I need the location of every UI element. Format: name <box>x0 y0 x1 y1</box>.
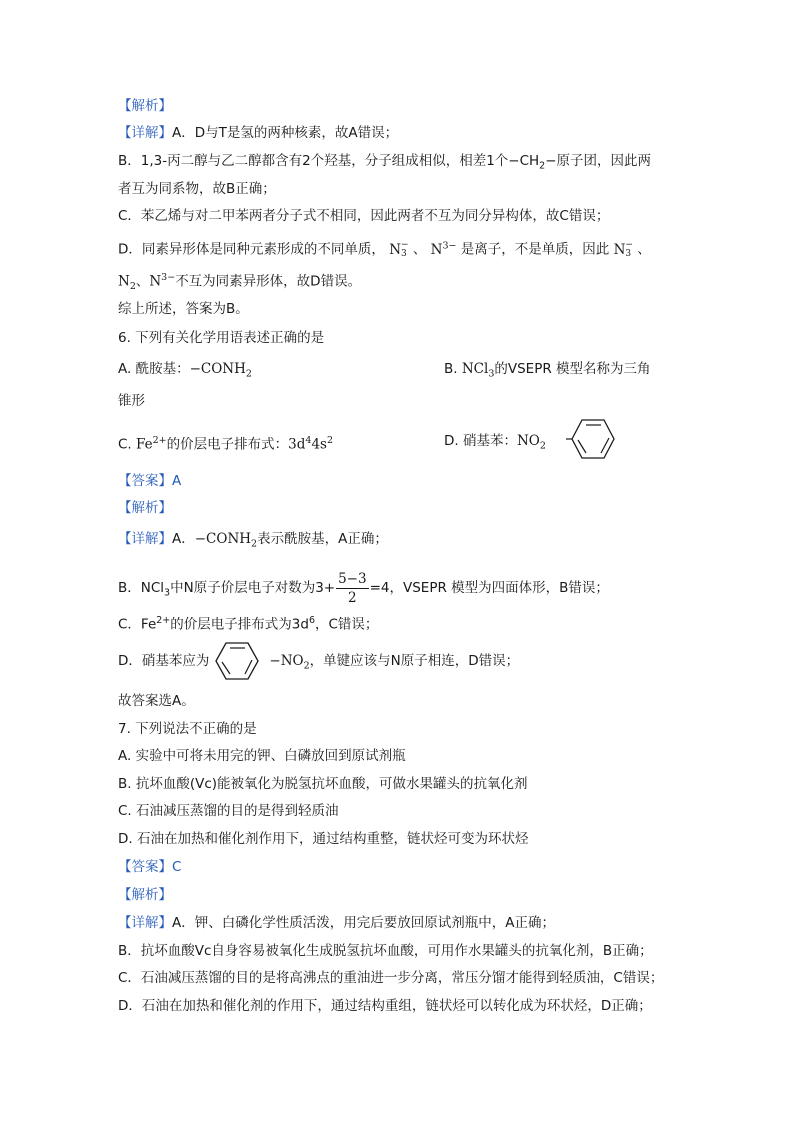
nitride-charge-2: 3− <box>161 272 176 283</box>
q7-exp-d: D．石油在加热和催化剂的作用下，通过结构重组，链状烃可以转化成为环状烃，D正确； <box>118 998 652 1014</box>
separator: 、 <box>412 241 427 258</box>
q7-answer: 【答案】C <box>118 859 182 875</box>
separator-end: 、 <box>637 241 651 258</box>
n2-subscript: 2 <box>129 281 136 293</box>
q7-jiexi: 【解析】 <box>118 887 172 903</box>
explanation-c: C．苯乙烯与对二甲苯两者分子式不相同，因此两者不互为同分异构体，故C错误； <box>118 208 610 224</box>
exp-d-no2-sub: 2 <box>303 660 310 672</box>
q6-exp-b-sub: 3 <box>164 587 171 599</box>
ncl3-subscript: 3 <box>488 368 495 380</box>
q6-option-a <box>118 359 252 385</box>
q6-option-c-text: 的价层电子排布式： <box>166 436 289 453</box>
q6-conclusion: 故答案选A。 <box>118 693 195 709</box>
q6-exp-c-tail: ，C错误； <box>315 616 379 633</box>
explanation-d-middle: 是离子，不是单质，因此 <box>460 241 610 258</box>
explanation-d <box>118 236 651 260</box>
q6-option-b-text: 的VSEPR 模型名称为三角 <box>494 361 651 377</box>
explanation-d-tail: 不互为同素异形体，故D错误。 <box>175 273 362 290</box>
explanation-d-text: D．同素异形体是同种元素形成的不同单质， <box>118 241 385 258</box>
q6-exp-d-pre: D．硝基苯应为 <box>118 653 210 669</box>
amide-subscript: 2 <box>245 368 252 380</box>
q6-xiangjie-tag: 【详解】 <box>118 531 172 547</box>
q6-option-c-label: C. <box>118 436 137 453</box>
n2-molecule: N <box>118 273 130 290</box>
q6-answer: 【答案】A <box>118 473 182 489</box>
q6-option-a-label: A. 酰胺基： <box>118 361 190 377</box>
jiexi-heading: 【解析】 <box>118 98 172 114</box>
azide-n: N <box>389 241 402 258</box>
q6-exp-c-sup2: 6 <box>308 615 315 626</box>
nitride-charge: 3− <box>442 240 457 251</box>
azide-n-2: N <box>613 241 626 258</box>
q7-exp-c: C．石油减压蒸馏的目的是将高沸点的重油进一步分离，常压分馏才能得到轻质油，C错误； <box>118 970 664 986</box>
explanation-b-tail: −原子团，因此两 <box>545 153 652 169</box>
q6-exp-c <box>118 611 378 635</box>
fe-charge: 2+ <box>152 435 167 446</box>
separator-2: 、 <box>135 273 150 290</box>
amide-formula: −CONH <box>189 361 246 377</box>
q7-option-d: D. 石油在加热和催化剂作用下，通过结构重整，链状烃可变为环状烃 <box>118 831 529 847</box>
q7-exp-b: B．抗坏血酸Vc自身容易被氧化生成脱氢抗坏血酸，可用作水果罐头的抗氧化剂，B正确； <box>118 943 653 959</box>
q6-exp-b-pre: B．NCl <box>118 580 165 596</box>
explanation-b-text: B．1,3-丙二醇与乙二醇都含有2个羟基，分子组成相似，相差1个−CH <box>118 153 540 169</box>
q6-exp-c-sup: 2+ <box>156 615 171 626</box>
nitride-n: N <box>430 241 443 258</box>
config-3d: 3d <box>288 436 306 453</box>
q6-exp-a <box>118 529 388 555</box>
q6-option-b-label: B. <box>444 361 462 377</box>
ch2-subscript: 2 <box>539 160 546 172</box>
q7-option-a: A. 实验中可将未用完的钾、白磷放回到原试剂瓶 <box>118 748 406 764</box>
explanation-b-cont: 者互为同系物，故B正确； <box>118 181 276 197</box>
q6-jiexi: 【解析】 <box>118 500 172 516</box>
nitride-ion <box>431 242 457 258</box>
q6-exp-d-tail: ，单键应该与N原子相连，D错误； <box>309 653 520 669</box>
q7-exp-a <box>118 913 555 933</box>
config-4s-exp: 2 <box>326 435 334 446</box>
option-d-no2: NO <box>516 433 540 449</box>
q6-exp-b <box>118 566 609 616</box>
azide-sub: 3 <box>401 249 407 259</box>
q6-option-d-label: D. 硝基苯： <box>444 433 517 449</box>
question-6-stem: 6. 下列有关化学用语表述正确的是 <box>118 330 325 346</box>
azide-sub-2: 3 <box>625 249 632 259</box>
azide-charge: − <box>401 240 409 250</box>
q7-exp-a-text: A．钾、白磷化学性质活泼，用完后要放回原试剂瓶中，A正确； <box>172 915 555 931</box>
ncl3-formula: NCl <box>461 361 489 377</box>
explanation-a <box>118 123 398 143</box>
config-4s: 4s <box>311 436 327 453</box>
nitrobenzene-wrong-structure <box>566 414 620 464</box>
fe-ion: Fe <box>136 436 153 453</box>
explanation-b <box>118 151 651 177</box>
fraction-numerator: 5−3 <box>338 570 367 587</box>
nitride-n-2: N <box>149 273 162 290</box>
fraction <box>336 570 369 607</box>
q6-exp-c-mid: 的价层电子排布式为3d <box>170 616 309 633</box>
exp-d-no2: −NO <box>269 653 304 669</box>
q6-option-c <box>118 431 333 455</box>
q6-option-b <box>444 359 651 385</box>
q7-option-b: B. 抗坏血酸(Vc)能被氧化为脱氢抗坏血酸，可做水果罐头的抗氧化剂 <box>118 776 528 792</box>
q6-exp-b-tail: =4，VSEPR 模型为四面体形，B错误； <box>369 580 609 596</box>
q6-option-d <box>444 431 546 457</box>
q6-option-b-wrap: 锥形 <box>118 393 145 409</box>
q6-exp-c-pre: C．Fe <box>118 616 157 633</box>
fraction-denominator: 2 <box>348 589 357 606</box>
q6-exp-d <box>118 651 519 677</box>
azide-ion-1 <box>389 242 408 258</box>
explanation-d-cont <box>118 268 361 297</box>
q6-exp-a-sub: 2 <box>251 538 258 550</box>
q7-xiangjie-tag: 【详解】 <box>118 915 172 931</box>
q6-exp-a-formula: −CONH <box>194 531 252 547</box>
q6-exp-a-pre: A． <box>172 531 195 547</box>
xiangjie-tag: 【详解】 <box>118 125 172 141</box>
config-3d-exp: 4 <box>305 435 312 446</box>
azide-ion-2 <box>614 242 633 258</box>
q6-exp-b-mid: 中N原子价层电子对数为3+ <box>170 580 336 596</box>
nitrobenzene-correct-structure <box>212 638 274 684</box>
question-7-stem: 7. 下列说法不正确的是 <box>118 721 257 737</box>
q6-exp-a-tail: 表示酰胺基，A正确； <box>257 531 388 547</box>
explanation-a-text: A．D与T是氢的两种核素，故A错误； <box>172 125 399 141</box>
option-d-no2-sub: 2 <box>539 440 546 452</box>
summary: 综上所述，答案为B。 <box>118 301 249 317</box>
q7-option-c: C. 石油减压蒸馏的目的是得到轻质油 <box>118 803 339 819</box>
azide-charge-2: − <box>625 240 633 250</box>
